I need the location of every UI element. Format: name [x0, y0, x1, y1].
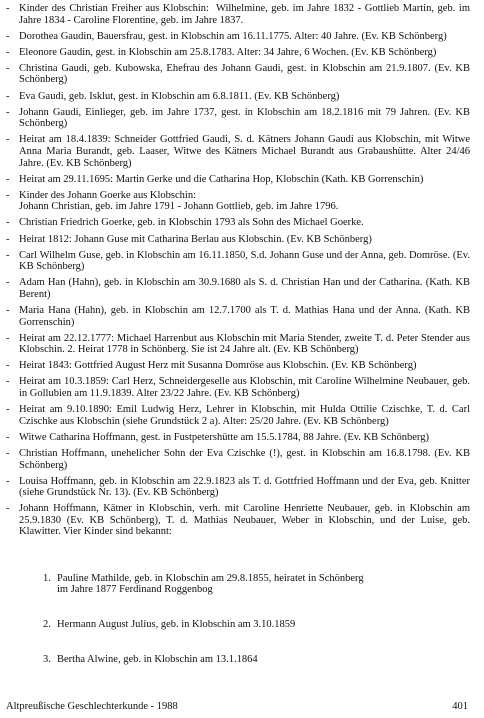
list-item: - Dorothea Gaudin, Bauersfrau, gest. in Klobschin am 16.11.1775. Alter: 40 Jahre. (Ev. KB Schönberg) — [6, 30, 447, 42]
list-item: - Heirat am 22.12.1777: Michael Harrenbut aus Klobschin mit Maria Stender, zweite T. d. Peter Stender aus Klobschin. 2. Heirat 1778 in Schönberg. Sie ist 24 Jahre alt. (Ev. KB Schönberg) — [6, 332, 473, 356]
list-item: - Christian Hoffmann, unehelicher Sohn der Eva Czischke (!), gest. in Klobschin am 16.8.1798. (Ev. KB Schönberg) — [6, 447, 473, 471]
list-item: - Christian Friedrich Goerke, geb. in Klobschin 1793 als Sohn des Michael Goerke. — [6, 217, 364, 229]
list-item: - Heirat am 9.10.1890: Emil Ludwig Herz, Lehrer in Klobschin, mit Hulda Ottilie Czischke, T. d. Carl Czischke aus Klobschin (siehe Grundstück 2 a). Alter: 25/20 Jahre. (Ev. KB Schönberg) — [6, 404, 473, 427]
list-item: - Christina Gaudi, geb. Kubowska, Ehefrau des Johann Gaudi, gest. in Klobschin am 21.9.1807. (Ev. KB Schönberg) — [6, 62, 473, 86]
list-item: - Heirat 1812: Johann Guse mit Catharina Berlau aus Klobschin. (Ev. KB Schönberg) — [6, 233, 372, 245]
list-item: - Kinder des Christian Freiher aus Klobschin: Wilhelmine, geb. im Jahre 1832 - Gottlieb Martin, geb. im Jahre 1834 - Caroline Florentine, geb. im Jahre 1837. — [6, 3, 473, 26]
entry-list — [6, 3, 473, 716]
list-item: - Johann Gaudi, Einlieger, geb. im Jahre 1737, gest. in Klobschin am 18.2.1816 mit 79 Jahren. (Ev. KB Schönberg) — [6, 106, 473, 130]
child-item: 3. Bertha Alwine, geb. in Klobschin am 13.1.1864 — [43, 654, 258, 665]
list-item: - Heirat am 10.3.1859: Carl Herz, Schneidergeselle aus Klobschin, mit Caroline Wilhelmine Neubauer, geb. in Gollubien am 11.9.1839. Alter 23/22 Jahre. (Ev. KB Schönberg) — [6, 376, 473, 400]
list-item: - Maria Hana (Hahn), geb. in Klobschin am 12.7.1700 als T. d. Mathias Hana und der Anna. (Kath. KB Gorrenschin) — [6, 304, 473, 328]
child-item: 1. Pauline Mathilde, geb. in Klobschin am 29.8.1855, heiratet in Schönberg im Jahre 1877 Ferdinand Roggenbog — [43, 572, 364, 596]
children-list — [43, 550, 470, 689]
page-number: 401 — [452, 701, 468, 712]
list-item: - Carl Wilhelm Guse, geb. in Klobschin am 16.11.1850, S.d. Johann Guse und der Anna, geb. Domröse. (Ev. KB Schönberg) — [6, 249, 473, 273]
list-item: - Heirat 1843: Gottfried August Herz mit Susanna Domröse aus Klobschin. (Ev. KB Schönberg) — [6, 360, 417, 372]
list-item: - Heirat am 18.4.1839: Schneider Gottfried Gaudi, S. d. Kätners Johann Gaudi aus Klobschin, mit Witwe Anna Maria Burandt, geb. Laaser, Witwe des Kätners Michael Burandt aus Grabaushütte. Alter 24/46 Jahre. (Ev. KB Schönberg) — [6, 134, 473, 169]
list-item: - Johann Hoffmann, Kätner in Klobschin, verh. mit Caroline Henriette Neubauer, geb. in Klobschin am 25.9.1830 (Ev. KB Schönberg), T. d. Mathias Neubauer, Weber in Klobschin, und der Luise, geb. Klawitter. Vier Kinder sind bekannt: 1. Pauline Mathilde, geb. in Klobschin am 29.8.1855, heiratet in Schönberg im Jahre 1877 Ferdinand Roggenbog 2. Hermann August Julius, geb. in Klobschin am 3.10.1859 3. Bertha Alwine, geb. in Klobschin am 13.1.1864 — [6, 503, 470, 712]
list-item: - Adam Han (Hahn), geb. in Klobschin am 30.9.1680 als S. d. Christian Han und der Catharina. (Kath. KB Berent) — [6, 277, 473, 300]
list-item: - Eleonore Gaudin, gest. in Klobschin am 25.8.1783. Alter: 34 Jahre, 6 Wochen. (Ev. KB Schönberg) — [6, 46, 437, 58]
footer-publication: Altpreußische Geschlechterkunde - 1988 — [6, 701, 178, 712]
list-item: - Kinder des Johann Goerke aus Klobschin: Johann Christian, geb. im Jahre 1791 - Johann Gottlieb, geb. im Jahre 1796. — [6, 189, 339, 213]
list-item: - Witwe Catharina Hoffmann, gest. in Fustpetershütte am 15.5.1784, 88 Jahre. (Ev. KB Schönberg) — [6, 431, 429, 443]
list-item: - Louisa Hoffmann, geb. in Klobschin am 22.9.1823 als T. d. Gottfried Hoffmann und der Eva, geb. Knitter (siehe Grundstück Nr. 13). (Ev. KB Schönberg) — [6, 475, 473, 499]
list-item: - Heirat am 29.11.1695: Martin Gerke und die Catharina Hop, Klobschin (Kath. KB Gorrenschin) — [6, 173, 424, 185]
child-item: 2. Hermann August Julius, geb. in Klobschin am 3.10.1859 — [43, 619, 296, 631]
list-item: - Eva Gaudi, geb. Isklut, gest. in Klobschin am 6.8.1811. (Ev. KB Schönberg) — [6, 90, 340, 102]
